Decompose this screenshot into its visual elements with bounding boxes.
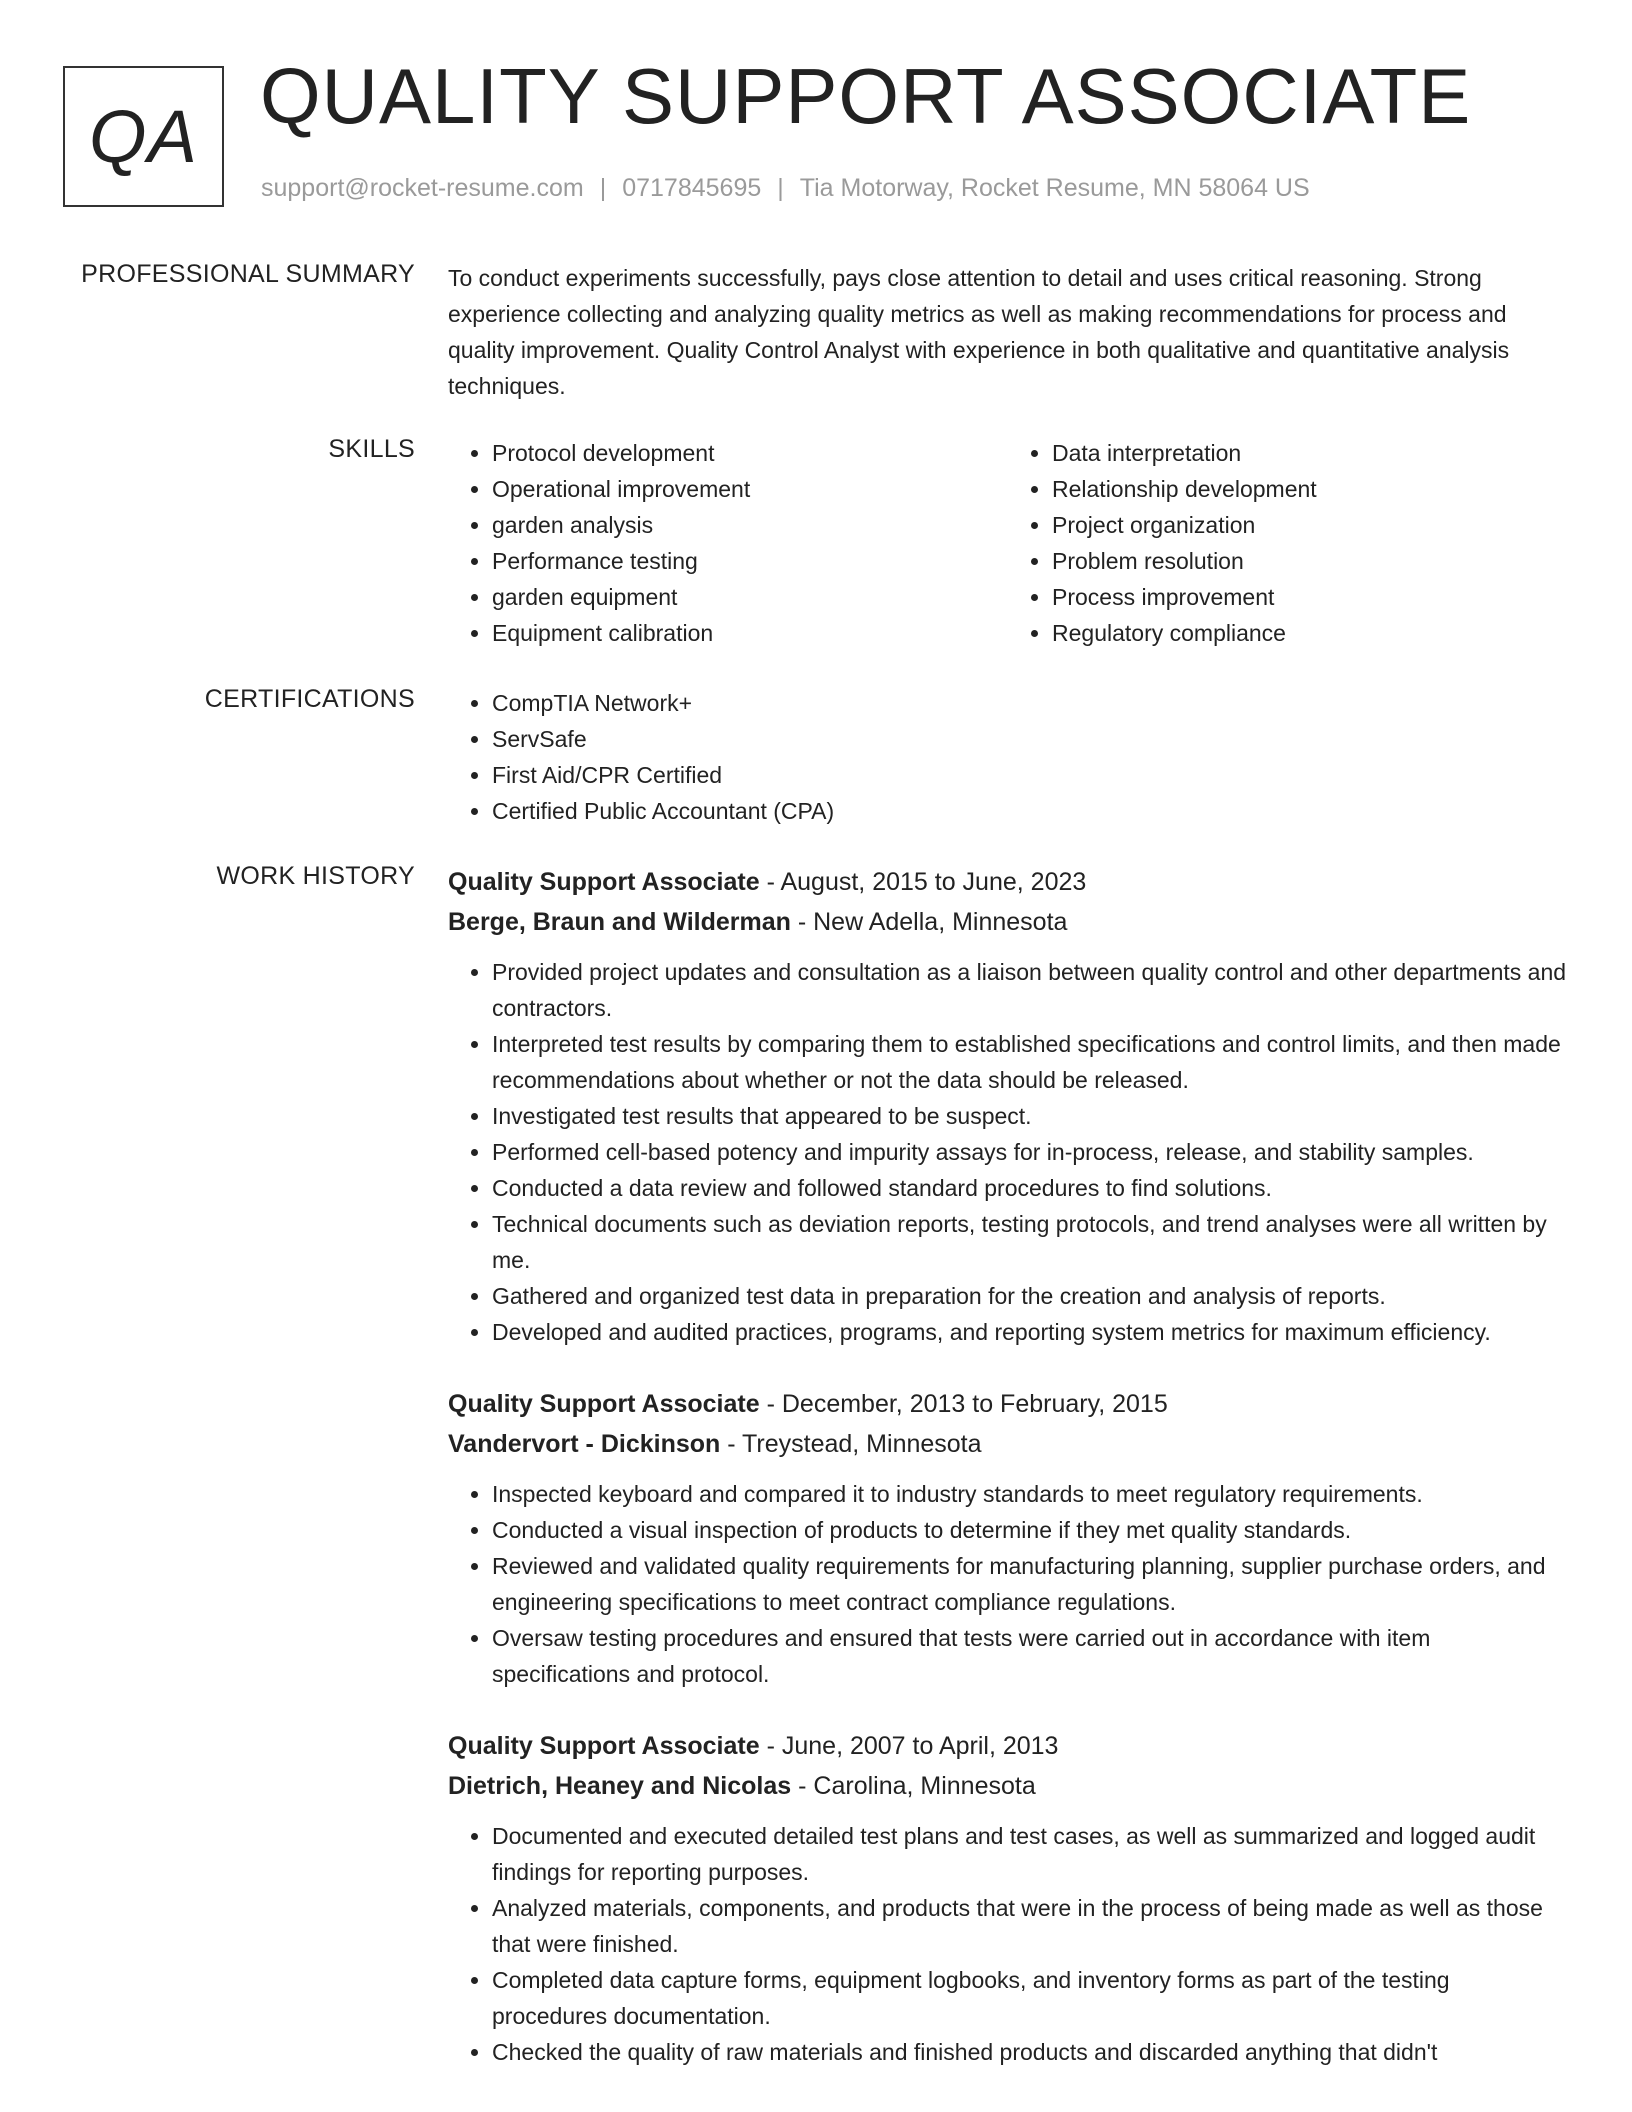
job-dates: - August, 2015 to June, 2023 xyxy=(759,868,1087,896)
job-bullet: • Interpreted test results by comparing them to established specifications and control limits, and then made recommendations about whether or not the data should be released. xyxy=(492,1026,1568,1098)
contact-separator: | xyxy=(777,174,784,202)
skills-list-right xyxy=(1008,435,1568,651)
job-entry xyxy=(448,1726,1568,2070)
job-title-line xyxy=(448,862,1568,902)
job-company-line xyxy=(448,1766,1568,1806)
summary-text: To conduct experiments successfully, pays close attention to detail and uses critical reasoning. Strong experience collecting and analyzing quality metrics as well as making recommendations for process and quality improvement. Quality Control Analyst with experience in both qualitative and quantitative analysis techniques. xyxy=(448,265,1510,399)
contact-email[interactable]: support@rocket-resume.com xyxy=(261,174,584,202)
job-bullet: • Reviewed and validated quality requirements for manufacturing planning, supplier purchase orders, and engineering specifications to meet contract compliance regulations. xyxy=(492,1548,1568,1620)
contact-address: Tia Motorway, Rocket Resume, MN 58064 US xyxy=(799,174,1310,202)
job-role: Quality Support Associate xyxy=(448,1390,760,1418)
job-bullet: • Performed cell-based potency and impurity assays for in-process, release, and stability samples. xyxy=(492,1134,1568,1170)
certification-item: • ServSafe xyxy=(492,721,1568,757)
skill-item: • Problem resolution xyxy=(1052,543,1568,579)
monogram-initials: QA xyxy=(89,95,198,178)
job-bullet: • Inspected keyboard and compared it to industry standards to meet regulatory requirements. xyxy=(492,1476,1568,1512)
job-company: Vandervort - Dickinson xyxy=(448,1430,721,1458)
skill-item: • Regulatory compliance xyxy=(1052,615,1568,651)
job-company: Berge, Braun and Wilderman xyxy=(448,908,791,936)
section-title-work-history: WORK HISTORY xyxy=(216,862,415,890)
certification-item: • CompTIA Network+ xyxy=(492,685,1568,721)
section-title-certifications: CERTIFICATIONS xyxy=(204,685,415,713)
contact-separator: | xyxy=(599,174,607,202)
resume-header xyxy=(0,0,1632,240)
section-title-summary: PROFESSIONAL SUMMARY xyxy=(81,260,415,288)
job-bullet: • Checked the quality of raw materials and finished products and discarded anything that didn't xyxy=(492,2034,1568,2070)
skill-item: • garden equipment xyxy=(492,579,1008,615)
candidate-name: QUALITY SUPPORT ASSOCIATE xyxy=(260,52,1472,140)
job-location: - Treystead, Minnesota xyxy=(720,1430,982,1458)
job-role: Quality Support Associate xyxy=(448,868,760,896)
job-company-line xyxy=(448,902,1568,942)
section-title-skills: SKILLS xyxy=(328,435,415,463)
contact-line xyxy=(261,174,1310,203)
skill-item: • Equipment calibration xyxy=(492,615,1008,651)
job-bullet: • Investigated test results that appeared to be suspect. xyxy=(492,1098,1568,1134)
job-company-line xyxy=(448,1424,1568,1464)
job-entry xyxy=(448,1384,1568,1692)
job-bullets xyxy=(448,954,1568,1350)
skill-item: • Performance testing xyxy=(492,543,1008,579)
job-bullet: • Conducted a visual inspection of products to determine if they met quality standards. xyxy=(492,1512,1568,1548)
monogram-box xyxy=(63,66,224,207)
certification-item: • Certified Public Accountant (CPA) xyxy=(492,793,1568,829)
skill-item: • Project organization xyxy=(1052,507,1568,543)
job-company: Dietrich, Heaney and Nicolas xyxy=(448,1772,792,1800)
job-location: - Carolina, Minnesota xyxy=(791,1772,1036,1800)
skill-item: • Operational improvement xyxy=(492,471,1008,507)
skills-list-left xyxy=(448,435,1008,651)
contact-phone[interactable]: 0717845695 xyxy=(622,174,762,202)
job-bullets xyxy=(448,1818,1568,2070)
job-entry xyxy=(448,862,1568,1350)
certification-item: • First Aid/CPR Certified xyxy=(492,757,1568,793)
job-bullet: • Oversaw testing procedures and ensured that tests were carried out in accordance with item specifications and protocol. xyxy=(492,1620,1568,1692)
job-dates: - December, 2013 to February, 2015 xyxy=(759,1390,1168,1418)
job-title-line xyxy=(448,1726,1568,1766)
job-location: - New Adella, Minnesota xyxy=(790,908,1068,936)
job-title-line xyxy=(448,1384,1568,1424)
job-bullet: • Provided project updates and consultation as a liaison between quality control and other departments and contractors. xyxy=(492,954,1568,1026)
job-bullet: • Technical documents such as deviation reports, testing protocols, and trend analyses were all written by me. xyxy=(492,1206,1568,1278)
skill-item: • Protocol development xyxy=(492,435,1008,471)
job-bullets xyxy=(448,1476,1568,1692)
skill-item: • Data interpretation xyxy=(1052,435,1568,471)
job-bullet: • Analyzed materials, components, and products that were in the process of being made as well as those that were finished. xyxy=(492,1890,1568,1962)
job-bullet: • Completed data capture forms, equipment logbooks, and inventory forms as part of the testing procedures documentation. xyxy=(492,1962,1568,2034)
job-bullet: • Documented and executed detailed test plans and test cases, as well as summarized and logged audit findings for reporting purposes. xyxy=(492,1818,1568,1890)
job-dates: - June, 2007 to April, 2013 xyxy=(759,1732,1059,1760)
skill-item: • Process improvement xyxy=(1052,579,1568,615)
certifications-list xyxy=(448,685,1568,829)
job-bullet: • Developed and audited practices, programs, and reporting system metrics for maximum efficiency. xyxy=(492,1314,1568,1350)
job-role: Quality Support Associate xyxy=(448,1732,760,1760)
skill-item: • garden analysis xyxy=(492,507,1008,543)
job-bullet: • Conducted a data review and followed standard procedures to find solutions. xyxy=(492,1170,1568,1206)
job-bullet: • Gathered and organized test data in preparation for the creation and analysis of reports. xyxy=(492,1278,1568,1314)
skill-item: • Relationship development xyxy=(1052,471,1568,507)
